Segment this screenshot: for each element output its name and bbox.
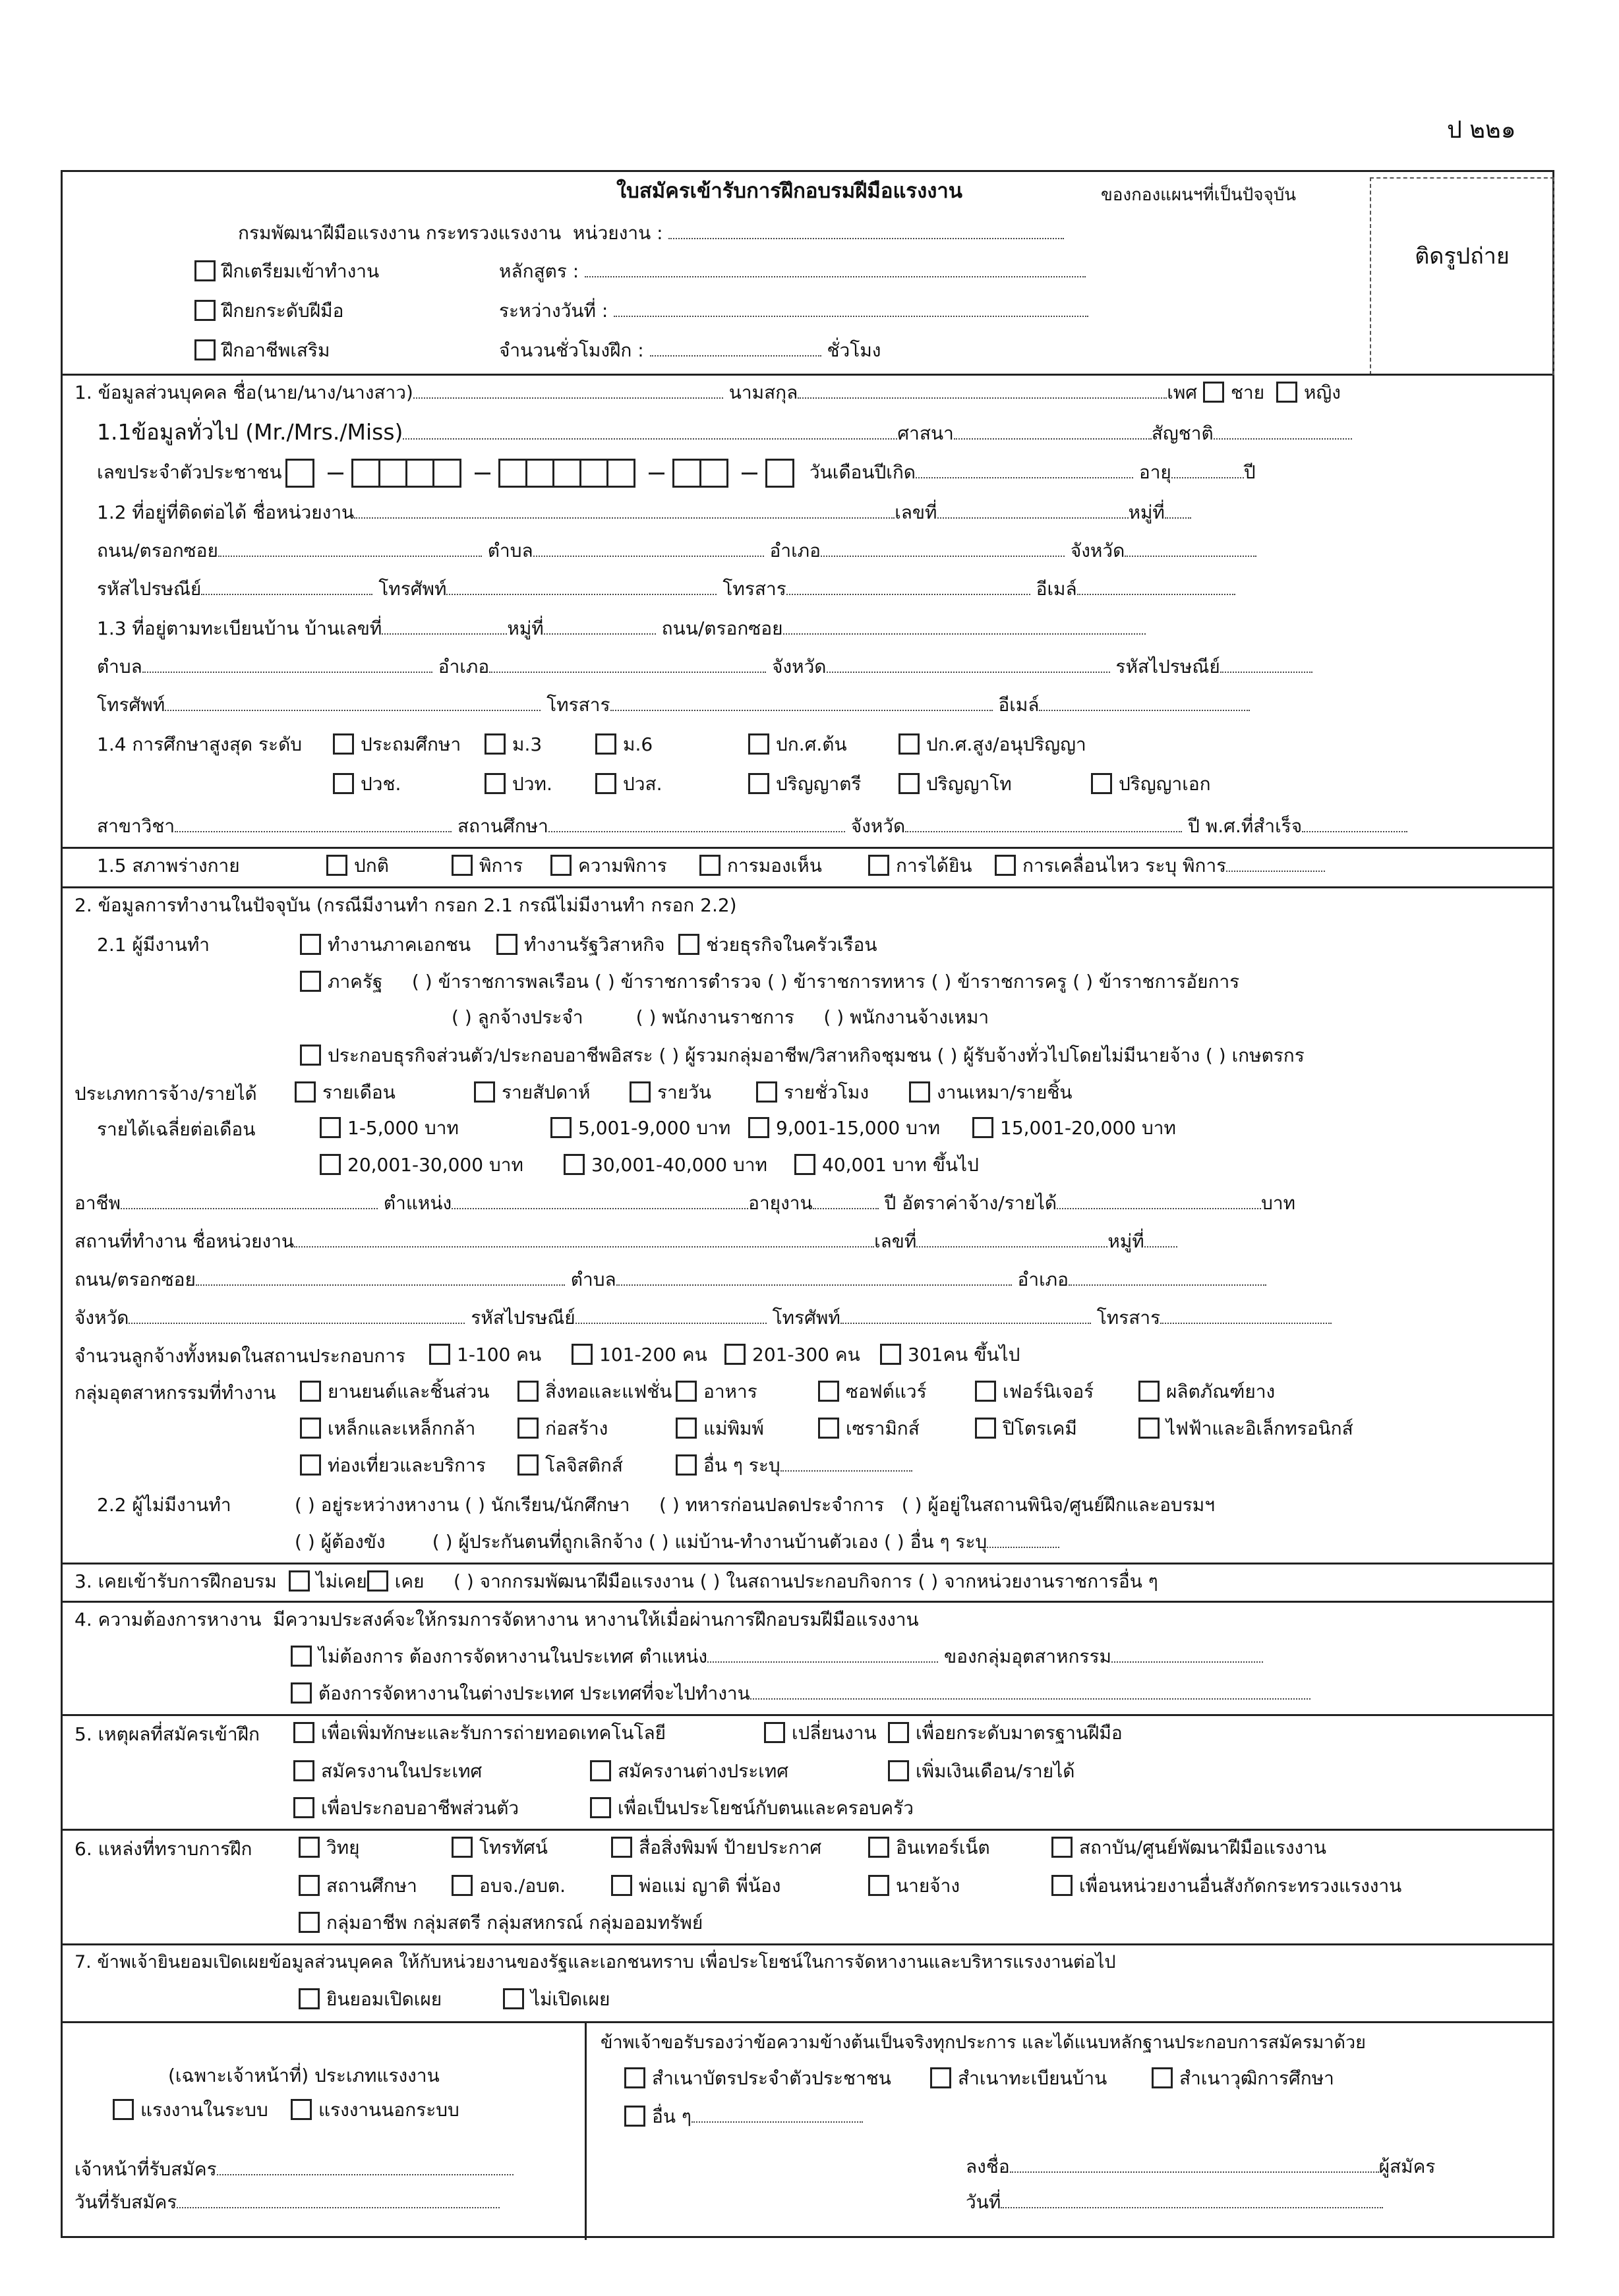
unemp-row-1[interactable]: ( ) อยู่ระหว่างหางาน ( ) นักเรียน/นักศึกษา ( ) ทหารก่อนปลดประจำการ ( ) ผู้อยู่ในสถานพินิจ/ศูนย์ฝึกและอบรมฯ [295, 1494, 1215, 1516]
contact-label: 1.2 ที่อยู่ที่ติดต่อได้ ชื่อหน่วยงาน [97, 502, 355, 523]
reason-income[interactable]: เพิ่มเงินเดือน/รายได้ [888, 1760, 1074, 1783]
emp-state-enterprise[interactable]: ทำงานรัฐวิสาหกิจ [496, 934, 665, 956]
religion-field[interactable] [954, 425, 1152, 440]
reason-skills[interactable]: เพื่อเพิ่มทักษะและรับการถ่ายทอดเทคโนโลยี [293, 1722, 666, 1744]
birth-field[interactable] [916, 464, 1133, 478]
edu-primary[interactable]: ประถมศึกษา [333, 733, 461, 756]
id-box-group-4[interactable] [674, 457, 728, 488]
income-4[interactable]: 15,001-20,000 บาท [972, 1117, 1176, 1139]
work-amphoe-field[interactable] [1069, 1271, 1266, 1286]
source-print[interactable]: สื่อสิ่งพิมพ์ ป้ายประกาศ [611, 1837, 821, 1859]
edu-doctorate[interactable]: ปริญญาเอก [1091, 773, 1211, 795]
reg-postcode-field[interactable] [1220, 658, 1312, 673]
ind-rubber[interactable]: ผลิตภัณฑ์ยาง [1138, 1381, 1275, 1403]
signature-field[interactable] [1010, 2158, 1379, 2173]
doc-id-card[interactable]: สำเนาบัตรประจำตัวประชาชน [624, 2067, 891, 2090]
source-local-gov[interactable]: อบจ./อบต. [452, 1875, 566, 1897]
sign-date-label: วันที่ [966, 2191, 1001, 2213]
tenure-field[interactable] [813, 1195, 879, 1209]
ind-construction[interactable]: ก่อสร้าง [517, 1418, 608, 1440]
occupation-field[interactable] [121, 1195, 378, 1209]
photo-label: ติดรูปถ่าย [1415, 243, 1510, 270]
body-normal[interactable]: ปกติ [326, 855, 389, 877]
section-5 [63, 1714, 1552, 1716]
edu-hvc[interactable]: ปวส. [595, 773, 662, 795]
consent-no[interactable]: ไม่เปิดเผย [503, 1988, 610, 2011]
section-7 [63, 1943, 1552, 1945]
id-box-group-2[interactable] [353, 457, 461, 488]
recv-date-label: วันที่รับสมัคร [74, 2191, 177, 2213]
reason-job-domestic[interactable]: สมัครงานในประเทศ [293, 1760, 482, 1783]
source-internet[interactable]: อินเทอร์เน็ต [868, 1837, 990, 1859]
contact-phone-field[interactable] [446, 581, 717, 595]
emp-public-subtypes[interactable]: ( ) ลูกจ้างประจำ ( ) พนักงานราชการ ( ) พนักงานจ้างเหมา [452, 1006, 989, 1028]
checkbox[interactable] [194, 260, 216, 281]
job-abroad[interactable]: ต้องการจัดหางานในต่างประเทศ ประเทศที่จะไปทำงาน [291, 1682, 1310, 1705]
ind-textile[interactable]: สิ่งทอและแฟชั่น [517, 1381, 672, 1403]
edu-m6[interactable]: ม.6 [595, 733, 653, 756]
body-disabled[interactable]: พิการ [452, 855, 523, 877]
female-checkbox[interactable] [1276, 382, 1297, 403]
sign-label: ลงชื่อ [966, 2156, 1010, 2177]
reg-fax-field[interactable] [610, 697, 993, 711]
org-field[interactable] [354, 504, 895, 519]
work-phone-field[interactable] [840, 1309, 1091, 1324]
ind-logistics[interactable]: โลจิสติกส์ [517, 1454, 623, 1477]
income-1[interactable]: 1-5,000 บาท [320, 1117, 459, 1139]
checkbox[interactable] [194, 300, 216, 321]
formal-labor[interactable]: แรงงานในระบบ [113, 2099, 268, 2121]
photo-placeholder[interactable] [1370, 177, 1554, 375]
document-code: ป ๒๒๑ [1447, 117, 1516, 144]
edu-bachelor[interactable]: ปริญญาตรี [748, 773, 861, 795]
body-vision[interactable]: การมองเห็น [699, 855, 822, 877]
emp-self-employed[interactable]: ประกอบธุรกิจส่วนตัว/ประกอบอาชีพอิสระ ( ) ผู้รวมกลุ่มอาชีพ/วิสาหกิจชุมชน ( ) ผู้รับจ้างทั่วไปโดยไม่มีนายจ้าง ( ) เกษตรกร [300, 1045, 1305, 1067]
job-domestic[interactable]: ไม่ต้องการ ต้องการจัดหางานในประเทศ ตำแหน่ง ของกลุ่มอุตสาหกรรม [291, 1646, 1263, 1668]
s1-title: 1. ข้อมูลส่วนบุคคล ชื่อ(นาย/นาง/นางสาว) [74, 382, 413, 403]
workplace-field[interactable] [294, 1233, 874, 1248]
reason-family[interactable]: เพื่อเป็นประโยชน์กับตนและครอบครัว [590, 1797, 914, 1820]
income-5[interactable]: 20,001-30,000 บาท [320, 1154, 523, 1176]
informal-labor[interactable]: แรงงานนอกระบบ [291, 2099, 459, 2121]
ind-ceramics[interactable]: เซรามิกส์ [818, 1418, 920, 1440]
application-form: ติดรูปถ่าย ใบสมัครเข้ารับการฝึกอบรมฝีมือแรงงาน ของกองแผนฯที่เป็นปัจจุบัน กรมพัฒนาฝีมือแรงงาน กระทรวงแรงงาน หน่วยงาน : ฝึกเตรียมเข้าทำงาน หลักสูตร : ฝึกยกระดับฝีมือ ระหว่างวันที่ : ฝึกอาชีพเสริม จำนวนชั่วโมงฝึก : ชั่วโมง 1. ข้อมูลส่วนบุคคล ชื่อ(นาย/นาง/นางสาว) นามสกุล เพศ ชาย หญิง 1.1ข้อมูลทั่วไป (Mr./Mrs./Miss) ศาสนา สัญชาติ เลขประจำตัวประชาชน วันเดือนปีเกิด อายุ ปี 1.2 ที่อยู่ที่ติดต่อได้ ชื่อหน่วยงาน เลขที่ หมู่ที่ ถนน/ตรอกซอย ตำบล อำเภอ จังหวัด รหัสไปรษณีย์ โทรศัพท์ โทรสาร อีเมล์ 1.3 ที่อยู่ตามทะเบียนบ้าน บ้านเลขที่ หมู่ที่ ถนน/ตรอกซอย ตำบล อำเภอ จังหวัด รหัสไปรษณีย์ โทรศัพท์ โทรสาร อีเมล์ 1.4 การศึกษาสูงสุด ระดับ ประถมศึกษา ม.3 ม.6 ปก.ศ.ต้น ปก.ศ.สูง/อนุปริญญา ปวช. ปวท. ปวส. ปริญญาตรี ปริญญาโท ปริญญาเอก สาขาวิชา สถานศึกษา จังหวัด ปี พ.ศ.ที่สำเร็จ 1.5 สภาพร่างกาย ปกติ พิการ ความพิการ การมองเห็น การได้ยิน การเคลื่อนไหว ระบุ พิการ 2. ข้อมูลการทำงานในปัจจุบัน (กรณีมีงานทำ กรอก 2.1 กรณีไม่มีงานทำ กรอก 2.2) 2.1 ผู้มีงานทำ ทำงานภาคเอกชน ทำงานรัฐวิสาหกิจ ช่วยธุรกิจในครัวเรือน ภาครัฐ ( ) ข้าราชการพลเรือน ( ) ข้าราชการตำรวจ ( ) ข้าราชการทหาร ( ) ข้าราชการครู ( ) ข้าราชการอัยการ ( ) ลูกจ้างประจำ ( ) พนักงานราชการ ( ) พนักงานจ้างเหมา ประกอบธุรกิจส่วนตัว/ประกอบอาชีพอิสระ ( ) ผู้รวมกลุ่มอาชีพ/วิสาหกิจชุมชน ( ) ผู้รับจ้างทั่วไปโดยไม่มีนายจ้าง ( ) เกษตรกร ประเภทการจ้าง/รายได้ รายเดือน รายสัปดาห์ รายวัน รายชั่วโมง งานเหมา/รายชิ้น รายได้เฉลี่ยต่อเดือน 1-5,000 บาท 5,001-9,000 บาท 9,001-15,000 บาท 15,001-20,000 บาท 20,001-30,000 บาท 30,001-40,000 บาท 40,001 บาท ขึ้นไป อาชีพ ตำแหน่ง อายุงาน ปี อัตราค่าจ้าง/รายได้ บาท สถานที่ทำงาน ชื่อหน่วยงาน เลขที่ หมู่ที่ ถนน/ตรอกซอย ตำบล อำเภอ จังหวัด รหัสไปรษณีย์ โทรศัพท์ โทรสาร จำนวนลูกจ้างทั้งหมดในสถานประกอบการ 1-100 คน 101-200 คน 201-300 คน 301คน ขึ้นไป กลุ่มอุตสาหกรรมที่ทำงาน ยานยนต์และชิ้นส่วน สิ่งทอและแฟชั่น อาหาร ซอฟต์แวร์ เฟอร์นิเจอร์ ผลิตภัณฑ์ยาง เหล็กและเหล็กกล้า ก่อสร้าง แม่พิมพ์ เซรามิกส์ ปิโตรเคมี ไฟฟ้าและอิเล็กทรอนิกส์ ท่องเที่ยวและบริการ โลจิสติกส์ อื่น ๆ ระบุ 2.2 ผู้ไม่มีงานทำ ( ) อยู่ระหว่างหางาน ( ) นักเรียน/นักศึกษา ( ) ทหารก่อนปลดประจำการ ( ) ผู้อยู่ในสถานพินิจ/ศูนย์ฝึกและอบรมฯ ( ) ผู้ต้องขัง ( ) ผู้ประกันตนที่ถูกเลิกจ้าง ( ) แม่บ้าน-ทำงานบ้านตัวเอง ( ) อื่น ๆ ระบุ 3. เคยเข้ารับการฝึกอบรม ไม่เคย เคย ( ) จากกรมพัฒนาฝีมือแรงงาน ( ) ในสถานประกอบกิจการ ( ) จากหน่วยงานราชการอื่น ๆ 4. ความต้องการหางาน มีความประสงค์จะให้กรมการจัดหางาน หางานให้เมื่อผ่านการฝึกอบรมฝีมือแรงงาน ไม่ต้องการ ต้องการจัดหางานในประเทศ ตำแหน่ง ของกลุ่มอุตสาหกรรม ต้องการจัดหางานในต่างประเทศ ประเทศที่จะไปทำงาน 5. เหตุผลที่สมัครเข้าฝึก เพื่อเพิ่มทักษะและรับการถ่ายทอดเทคโนโลยี สมัครงานในประเทศ เพื่อประกอบอาชีพส่วนตัว เปลี่ยนงาน สมัครงานต่างประเทศ เพื่อเป็นประโยชน์กับตนและครอบครัว เพื่อยกระดับมาตรฐานฝีมือ เพิ่มเงินเดือน/รายได้ 6. แหล่งที่ทราบการฝึก วิทยุ โทรทัศน์ สื่อสิ่งพิมพ์ ป้ายประกาศ อินเทอร์เน็ต สถาบัน/ศูนย์พัฒนาฝีมือแรงงาน สถานศึกษา อบจ./อบต. พ่อแม่ ญาติ พี่น้อง นายจ้าง เพื่อนหน่วยงานอื่นสังกัดกระทรวงแรงงาน กลุ่มอาชีพ กลุ่มสตรี กลุ่มสหกรณ์ กลุ่มออมทรัพย์ 7. ข้าพเจ้ายินยอมเปิดเผยข้อมูลส่วนบุคคล ให้กับหน่วยงานของรัฐและเอกชนทราบ เพื่อประโยชน์ในการจัดหางานและบริหารแรงงานต่อไป ยินยอมเปิดเผย ไม่เปิดเผย (เฉพาะเจ้าหน้าที่) ประเภทแรงงาน แรงงานในระบบ แรงงานนอกระบบ เจ้าหน้าที่รับสมัคร วันที่รับสมัคร ข้าพเจ้าขอรับรองว่าข้อความข้างต้นเป็นจริงทุกประการ และได้แนบหลักฐานประกอบการสมัครมาด้วย สำเนาบัตรประจำตัวประชาชน สำเนาทะเบียนบ้าน สำเนาวุฒิการศึกษา อื่น ๆ ลงชื่อ ผู้สมัคร วันที่ [61, 170, 1554, 2238]
reason-standard[interactable]: เพื่อยกระดับมาตรฐานฝีมือ [888, 1722, 1123, 1744]
s6-title: 6. แหล่งที่ทราบการฝึก [74, 1838, 252, 1860]
sign-date-field[interactable] [1001, 2194, 1383, 2208]
consent-yes[interactable]: ยินยอมเปิดเผย [299, 1988, 442, 2011]
edu-label: 1.4 การศึกษาสูงสุด ระดับ [97, 733, 303, 755]
ever-trained-checkbox[interactable] [367, 1570, 388, 1592]
hours-field[interactable] [650, 342, 821, 357]
contact-no-field[interactable] [937, 504, 1129, 519]
unit-label: หน่วยงาน : [572, 222, 663, 244]
edu-pvc[interactable]: ปวช. [333, 773, 401, 795]
ind-steel[interactable]: เหล็กและเหล็กกล้า [300, 1418, 475, 1440]
source-ministry[interactable]: เพื่อนหน่วยงานอื่นสังกัดกระทรวงแรงงาน [1051, 1875, 1401, 1897]
edu-pks-low[interactable]: ปก.ศ.ต้น [748, 733, 847, 756]
footer [63, 2021, 1552, 2023]
s15-title: 1.5 สภาพร่างกาย [97, 855, 240, 876]
emp-family-business[interactable]: ช่วยธุรกิจในครัวเรือน [678, 934, 877, 956]
pay-type-label: ประเภทการจ้าง/รายได้ [74, 1083, 257, 1105]
work-postcode-field[interactable] [575, 1309, 767, 1324]
id-box-group-3[interactable] [500, 457, 635, 488]
contact-fax-field[interactable] [786, 581, 1030, 595]
source-institute[interactable]: สถาบัน/ศูนย์พัฒนาฝีมือแรงงาน [1051, 1837, 1326, 1859]
s7-title: 7. ข้าพเจ้ายินยอมเปิดเผยข้อมูลส่วนบุคคล ให้กับหน่วยงานของรัฐและเอกชนทราบ เพื่อประโยชน์ในการจัดหางานและบริหารแรงงานต่อไป [74, 1952, 1116, 1972]
ind-electronics[interactable]: ไฟฟ้าและอิเล็กทรอนิกส์ [1138, 1418, 1353, 1440]
wage-field[interactable] [1057, 1195, 1261, 1209]
contact-tambon-field[interactable] [533, 542, 764, 557]
age-field[interactable] [1171, 464, 1244, 478]
school-field[interactable] [548, 818, 845, 832]
doc-education[interactable]: สำเนาวุฒิการศึกษา [1152, 2067, 1334, 2090]
s3-title: 3. เคยเข้ารับการฝึกอบรม [74, 1570, 277, 1592]
section-2 [63, 886, 1552, 888]
receiver-field[interactable] [217, 2161, 514, 2175]
form-title: ใบสมัครเข้ารับการฝึกอบรมฝีมือแรงงาน [616, 179, 962, 203]
checkbox[interactable] [194, 339, 216, 360]
industry-label: กลุ่มอุตสาหกรรมที่ทำงาน [74, 1382, 276, 1404]
footer-divider [585, 2021, 587, 2240]
body-disability[interactable]: ความพิการ [550, 855, 667, 877]
source-family[interactable]: พ่อแม่ ญาติ พี่น้อง [611, 1875, 780, 1897]
reg-amphoe-field[interactable] [489, 658, 766, 673]
ind-furniture[interactable]: เฟอร์นิเจอร์ [975, 1381, 1094, 1403]
major-field[interactable] [175, 818, 452, 832]
source-employer[interactable]: นายจ้าง [868, 1875, 960, 1897]
ind-auto[interactable]: ยานยนต์และชิ้นส่วน [300, 1381, 489, 1403]
emp-private[interactable]: ทำงานภาคเอกชน [300, 934, 471, 956]
course-field[interactable] [585, 263, 1086, 277]
ind-tourism[interactable]: ท่องเที่ยวและบริการ [300, 1454, 486, 1477]
work-tambon-field[interactable] [616, 1271, 1012, 1286]
position-field[interactable] [452, 1195, 748, 1209]
male-checkbox[interactable] [1203, 382, 1224, 403]
emp-size-4[interactable]: 301คน ขึ้นไป [880, 1344, 1020, 1366]
employed-label: 2.1 ผู้มีงานทำ [97, 934, 210, 956]
doc-house-reg[interactable]: สำเนาทะเบียนบ้าน [930, 2067, 1107, 2090]
ind-food[interactable]: อาหาร [676, 1381, 757, 1403]
officer-title: (เฉพาะเจ้าหน้าที่) ประเภทแรงงาน [168, 2065, 440, 2086]
source-school[interactable]: สถานศึกษา [299, 1875, 417, 1897]
section-1 [63, 374, 1552, 376]
unit-field[interactable] [668, 225, 1064, 239]
section-6 [63, 1829, 1552, 1831]
hours-label: จำนวนชั่วโมงฝึก : [499, 339, 644, 361]
employees-label: จำนวนลูกจ้างทั้งหมดในสถานประกอบการ [74, 1345, 406, 1367]
doc-other[interactable]: อื่น ๆ [624, 2106, 863, 2128]
s2-title: 2. ข้อมูลการทำงานในปัจจุบัน (กรณีมีงานทำ กรอก 2.1 กรณีไม่มีงานทำ กรอก 2.2) [74, 894, 737, 916]
contact-amphoe-field[interactable] [821, 542, 1065, 557]
work-road-field[interactable] [196, 1271, 565, 1286]
contact-road-field[interactable] [218, 542, 482, 557]
body-mobility[interactable]: การเคลื่อนไหว ระบุ พิการ [995, 855, 1325, 877]
ind-petrochem[interactable]: ปิโตรเคมี [975, 1418, 1077, 1440]
pay-hourly[interactable]: รายชั่วโมง [756, 1081, 869, 1104]
reg-label: 1.3 ที่อยู่ตามทะเบียนบ้าน บ้านเลขที่ [97, 617, 382, 639]
emp-size-1[interactable]: 1-100 คน [429, 1344, 541, 1366]
course-label: หลักสูตร : [499, 260, 579, 282]
reg-moo-field[interactable] [544, 620, 656, 635]
source-groups[interactable]: กลุ่มอาชีพ กลุ่มสตรี กลุ่มสหกรณ์ กลุ่มออมทรัพย์ [299, 1912, 703, 1934]
body-hearing[interactable]: การได้ยิน [868, 855, 972, 877]
source-radio[interactable]: วิทยุ [299, 1837, 360, 1859]
work-province-field[interactable] [129, 1309, 465, 1324]
school-province-field[interactable] [905, 818, 1182, 832]
contact-postcode-field[interactable] [201, 581, 372, 595]
section-4 [63, 1601, 1552, 1603]
section-3 [63, 1563, 1552, 1564]
id-label: เลขประจำตัวประชาชน [97, 461, 282, 483]
certify-text: ข้าพเจ้าขอรับรองว่าข้อความข้างต้นเป็นจริงทุกประการ และได้แนบหลักฐานประกอบการสมัครมาด้วย [601, 2032, 1366, 2053]
ind-other[interactable]: อื่น ๆ ระบุ [676, 1454, 912, 1477]
work-no-field[interactable] [916, 1233, 1107, 1248]
period-field[interactable] [614, 302, 1088, 317]
ind-software[interactable]: ซอฟต์แวร์ [818, 1381, 927, 1403]
emp-size-2[interactable]: 101-200 คน [572, 1344, 707, 1366]
reason-own-business[interactable]: เพื่อประกอบอาชีพส่วนตัว [293, 1797, 519, 1820]
never-trained-checkbox[interactable] [289, 1570, 310, 1592]
birth-label: วันเดือนปีเกิด [809, 461, 916, 483]
reg-road-field[interactable] [783, 620, 1146, 635]
work-moo-field[interactable] [1144, 1233, 1177, 1248]
id-box-group-1[interactable] [287, 457, 314, 488]
section-1-5 [63, 847, 1552, 849]
income-3[interactable]: 9,001-15,000 บาท [748, 1117, 940, 1139]
type-upgrade[interactable]: ฝึกยกระดับฝีมือ [194, 300, 343, 322]
grad-year-field[interactable] [1302, 818, 1407, 832]
income-label: รายได้เฉลี่ยต่อเดือน [97, 1118, 256, 1140]
unemp-row-2[interactable]: ( ) ผู้ต้องขัง ( ) ผู้ประกันตนที่ถูกเลิกจ้าง ( ) แม่บ้าน-ทำงานบ้านตัวเอง ( ) อื่น ๆ ระบุ [295, 1531, 1059, 1553]
pay-monthly[interactable]: รายเดือน [295, 1081, 396, 1104]
ind-mold[interactable]: แม่พิมพ์ [676, 1418, 764, 1440]
recv-date-field[interactable] [177, 2194, 500, 2208]
contact-moo-field[interactable] [1165, 504, 1191, 519]
edu-pvt[interactable]: ปวท. [485, 773, 552, 795]
edu-master[interactable]: ปริญญาโท [898, 773, 1012, 795]
s4-title: 4. ความต้องการหางาน [74, 1609, 262, 1630]
reg-no-field[interactable] [382, 620, 507, 635]
source-tv[interactable]: โทรทัศน์ [452, 1837, 548, 1859]
name-field[interactable] [413, 384, 723, 399]
edu-pks-high[interactable]: ปก.ศ.สูง/อนุปริญญา [898, 733, 1086, 756]
income-2[interactable]: 5,001-9,000 บาท [550, 1117, 730, 1139]
pay-weekly[interactable]: รายสัปดาห์ [474, 1081, 590, 1104]
emp-size-3[interactable]: 201-300 คน [724, 1344, 860, 1366]
period-label: ระหว่างวันที่ : [499, 300, 608, 322]
reason-change-job[interactable]: เปลี่ยนงาน [764, 1722, 877, 1744]
header-note: ของกองแผนฯที่เป็นปัจจุบัน [1101, 185, 1297, 205]
general-field[interactable] [403, 425, 897, 440]
unemployed-label: 2.2 ผู้ไม่มีงานทำ [97, 1494, 231, 1516]
income-6[interactable]: 30,001-40,000 บาท [564, 1154, 767, 1176]
type-supplementary[interactable]: ฝึกอาชีพเสริม [194, 339, 330, 362]
nationality-field[interactable] [1214, 425, 1352, 440]
reg-tambon-field[interactable] [142, 658, 432, 673]
general-label: 1.1ข้อมูลทั่วไป (Mr./Mrs./Miss) [97, 419, 403, 445]
contact-email-field[interactable] [1077, 581, 1235, 595]
type-prep[interactable]: ฝึกเตรียมเข้าทำงาน [194, 260, 379, 283]
contact-province-field[interactable] [1125, 542, 1256, 557]
income-7[interactable]: 40,001 บาท ขึ้นไป [794, 1154, 979, 1176]
reason-job-abroad[interactable]: สมัครงานต่างประเทศ [590, 1760, 788, 1783]
reg-email-field[interactable] [1039, 697, 1250, 711]
pay-piecework[interactable]: งานเหมา/รายชิ้น [909, 1081, 1073, 1104]
work-fax-field[interactable] [1160, 1309, 1332, 1324]
emp-public-sector[interactable]: ภาครัฐ ( ) ข้าราชการพลเรือน ( ) ข้าราชการตำรวจ ( ) ข้าราชการทหาร ( ) ข้าราชการครู ( ) ข้าราชการอัยการ [300, 971, 1239, 993]
id-box-group-5[interactable] [767, 457, 794, 488]
pay-daily[interactable]: รายวัน [630, 1081, 711, 1104]
surname-field[interactable] [798, 384, 1167, 399]
reg-province-field[interactable] [827, 658, 1110, 673]
reg-phone-field[interactable] [165, 697, 541, 711]
receiver-label: เจ้าหน้าที่รับสมัคร [74, 2158, 217, 2180]
hours-unit: ชั่วโมง [827, 339, 881, 361]
edu-m3[interactable]: ม.3 [485, 733, 542, 756]
department: กรมพัฒนาฝีมือแรงงาน กระทรวงแรงงาน [238, 222, 562, 244]
s5-title: 5. เหตุผลที่สมัครเข้าฝึก [74, 1723, 260, 1745]
